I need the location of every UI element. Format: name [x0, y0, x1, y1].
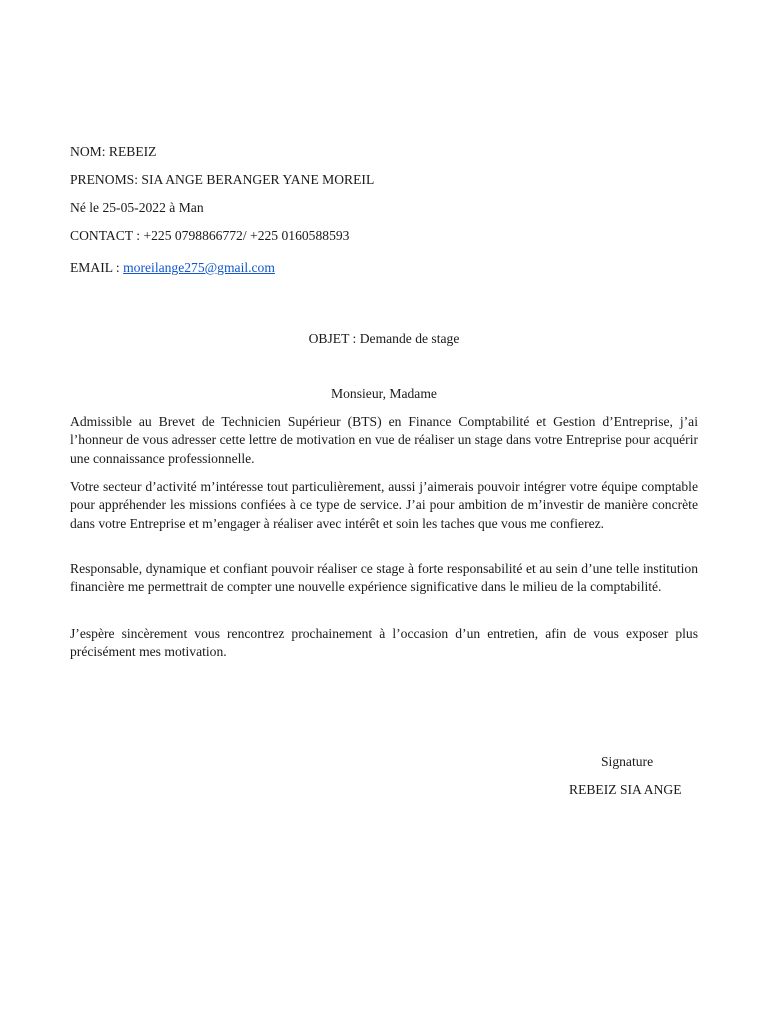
paragraph-1-text: Admissible au Brevet de Technicien Supérieur (BTS) en Finance Comptabilité et Gestion d’Entreprise, j’ai l’honneur de vous adresser cette lettre de motivation en vue de réaliser un stage dans votre Entreprise pour acquérir une connaissance professionnelle.	[70, 414, 698, 466]
paragraph-2	[70, 478, 698, 533]
nom-line: NOM: REBEIZ	[70, 144, 157, 159]
objet-line: OBJET : Demande de stage	[308, 331, 460, 346]
contact-line: CONTACT : +225 0798866772/ +225 0160588593	[70, 228, 350, 243]
paragraph-3	[70, 560, 698, 597]
paragraph-4	[70, 625, 698, 662]
paragraph-2-text: Votre secteur d’activité m’intéresse tout particulièrement, aussi j’aimerais pouvoir intégrer votre équipe comptable pour appréhender les missions confiées à ce type de service. J’ai pour ambition de m’investir de manière concrète dans votre Entreprise et m’engager à réaliser avec intérêt et soin les taches que vous me confierez.	[70, 479, 698, 531]
prenoms-line: PRENOMS: SIA ANGE BERANGER YANE MOREIL	[70, 172, 375, 187]
email-line	[70, 259, 275, 277]
paragraph-3-text: Responsable, dynamique et confiant pouvoir réaliser ce stage à forte responsabilité et au sein d’une telle institution financière me permettrait de compter une nouvelle expérience significative dans le milieu de la comptabilité.	[70, 561, 698, 595]
paragraph-1	[70, 413, 698, 468]
signature-name: REBEIZ SIA ANGE	[569, 782, 682, 797]
salutation: Monsieur, Madame	[331, 386, 437, 401]
birth-line: Né le 25-05-2022 à Man	[70, 200, 204, 215]
email-link[interactable]: moreilange275@gmail.com	[123, 260, 275, 275]
signature-label: Signature	[601, 754, 654, 769]
paragraph-4-text: J’espère sincèrement vous rencontrez prochainement à l’occasion d’un entretien, afin de vous exposer plus précisément mes motivation.	[70, 626, 698, 660]
email-label: EMAIL :	[70, 260, 124, 275]
